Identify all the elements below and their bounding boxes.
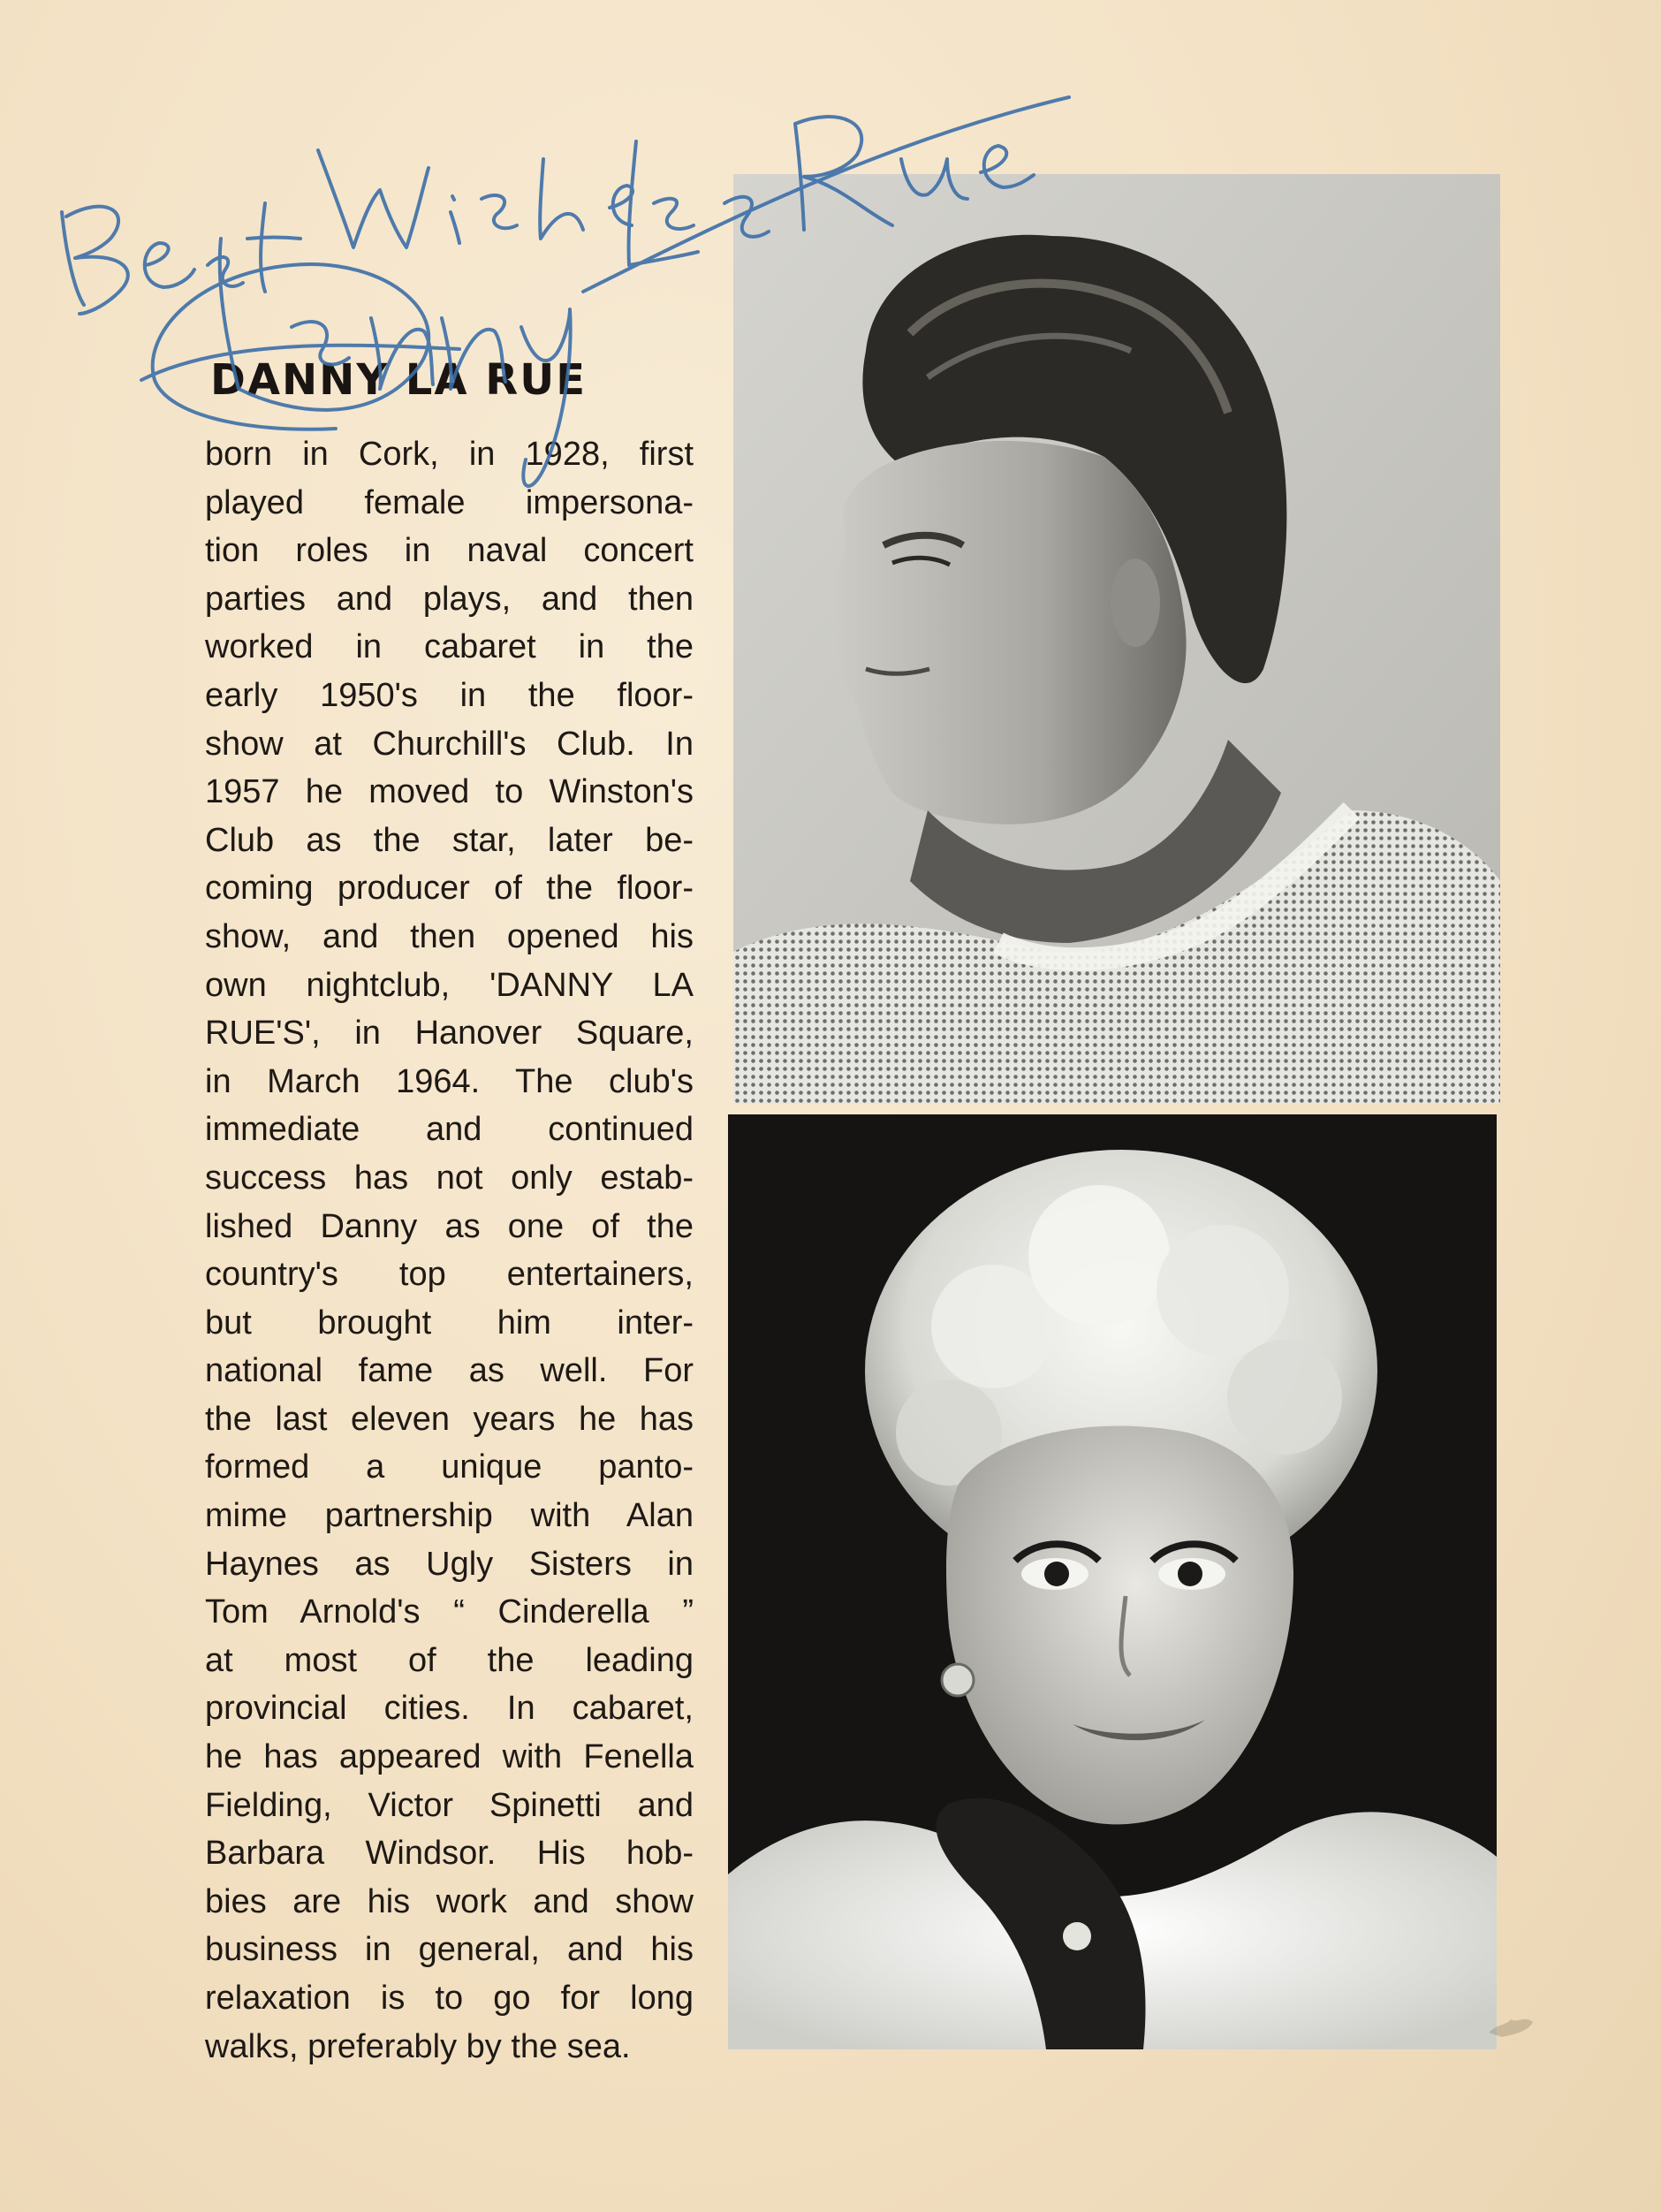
bio-line: worked in cabaret in the xyxy=(205,628,694,666)
bio-line: 1957 he moved to Winston's xyxy=(205,773,694,811)
bio-line: Haynes as Ugly Sisters in xyxy=(205,1545,694,1583)
bio-line: success has not only estab- xyxy=(205,1159,694,1197)
bio-line: walks, preferably by the sea. xyxy=(205,2027,631,2065)
bio-line: business in general, and his xyxy=(205,1931,694,1969)
paper-stain xyxy=(1484,2006,1537,2041)
portrait-photo-costume xyxy=(728,1114,1497,2049)
bio-line: Tom Arnold's “ Cinderella ” xyxy=(205,1593,694,1631)
bio-line: bies are his work and show xyxy=(205,1882,694,1920)
bio-line: the last eleven years he has xyxy=(205,1400,694,1438)
bio-line: early 1950's in the floor- xyxy=(205,676,694,714)
bio-line: Club as the star, later be- xyxy=(205,821,694,859)
bio-line: he has appeared with Fenella xyxy=(205,1738,694,1776)
bio-line: show, and then opened his xyxy=(205,917,694,955)
bio-line: played female impersona- xyxy=(205,483,694,521)
bio-line: RUE'S', in Hanover Square, xyxy=(205,1015,694,1053)
bio-line: immediate and continued xyxy=(205,1111,694,1149)
bio-line: national fame as well. For xyxy=(205,1352,694,1390)
bio-line: relaxation is to go for long xyxy=(205,1980,694,2017)
bio-line: show at Churchill's Club. In xyxy=(205,725,694,763)
bio-line: but brought him inter- xyxy=(205,1304,694,1342)
bio-line: Barbara Windsor. His hob- xyxy=(205,1835,694,1873)
bio-line: lished Danny as one of the xyxy=(205,1207,694,1245)
portrait-photo-profile xyxy=(733,174,1500,1104)
biography-text xyxy=(205,430,694,2071)
page-title: DANNY LA RUE xyxy=(210,355,587,405)
bio-line: own nightclub, 'DANNY LA xyxy=(205,966,694,1004)
bio-line: formed a unique panto- xyxy=(205,1448,694,1486)
bio-line: coming producer of the floor- xyxy=(205,870,694,908)
bio-line: country's top entertainers, xyxy=(205,1256,694,1294)
bio-line: provincial cities. In cabaret, xyxy=(205,1690,694,1728)
bio-line: tion roles in naval concert xyxy=(205,532,694,570)
bio-line: in March 1964. The club's xyxy=(205,1062,694,1100)
bio-line: at most of the leading xyxy=(205,1641,694,1679)
bio-line: Fielding, Victor Spinetti and xyxy=(205,1786,694,1824)
bio-line: mime partnership with Alan xyxy=(205,1497,694,1535)
bio-line: parties and plays, and then xyxy=(205,580,694,618)
bio-line: born in Cork, in 1928, first xyxy=(205,436,694,473)
